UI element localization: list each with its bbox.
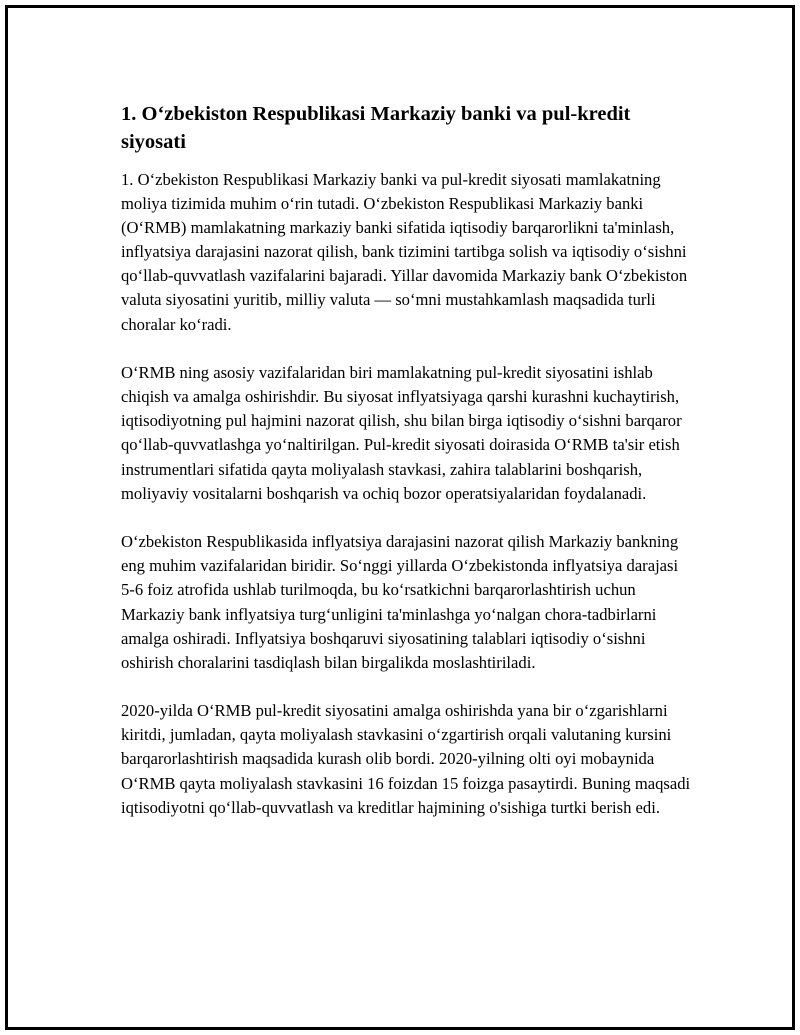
paragraph: O‘zbekiston Respublikasida inflyatsiya darajasini nazorat qilish Markaziy bankning eng muhim vazifalaridan biridir. So‘nggi yillarda O‘zbekistonda inflyatsiya darajasi 5-6 foiz atrofida ushlab turilmoqda, bu ko‘rsatkichni barqarorlashtirish uchun Markaziy bank inflyatsiya turg‘unligini ta'minlashga yo‘nalgan chora-tadbirlarni amalga oshiradi. Inflyatsiya boshqaruvi siyosatining talablari iqtisodiy o‘sishni oshirish choralarini tasdiqlash bilan birgalikda moslashtiriladi. xyxy=(121,532,679,672)
document-title: 1. O‘zbekiston Respublikasi Markaziy banki va pul-kredit siyosati xyxy=(121,103,631,153)
paragraph: 1. O‘zbekiston Respublikasi Markaziy banki va pul-kredit siyosati mamlakatning moliya tizimida muhim o‘rin tutadi. O‘zbekiston Respublikasi Markaziy banki (O‘RMB) mamlakatning markaziy banki sifatida iqtisodiy barqarorlikni ta'minlash, inflyatsiya darajasini nazorat qilish, bank tizimini tartibga solish va iqtisodiy o‘sishni qo‘llab-quvvatlash vazifalarini bajaradi. Yillar davomida Markaziy bank O‘zbekiston valuta siyosatini yuritib, milliy valuta — so‘mni mustahkamlash maqsadida turli choralar ko‘radi. xyxy=(121,170,688,334)
page-frame xyxy=(5,5,795,1030)
document-body xyxy=(121,100,695,844)
paragraph: 2020-yilda O‘RMB pul-kredit siyosatini amalga oshirishda yana bir o‘zgarishlarni kiritdi, jumladan, qayta moliyalash stavkasini o‘zgartirish orqali valutaning kursini barqarorlashtirish maqsadida kurash olib bordi. 2020-yilning olti oyi mobaynida O‘RMB qayta moliyalash stavkasini 16 foizdan 15 foizga pasaytirdi. Buning maqsadi iqtisodiyotni qo‘llab-quvvatlash va kreditlar hajmining o'sishiga turtki berish edi. xyxy=(121,701,691,817)
paragraph: O‘RMB ning asosiy vazifalaridan biri mamlakatning pul-kredit siyosatini ishlab chiqish va amalga oshirishdir. Bu siyosat inflyatsiyaga qarshi kurashni kuchaytirish, iqtisodiyotning pul hajmini nazorat qilish, shu bilan birga iqtisodiy o‘sishni barqaror qo‘llab-quvvatlashga yo‘naltirilgan. Pul-kredit siyosati doirasida O‘RMB ta'sir etish instrumentlari sifatida qayta moliyalash stavkasi, zahira talablarini boshqarish, moliyaviy vositalarni boshqarish va ochiq bozor operatsiyalaridan foydalanadi. xyxy=(121,363,682,503)
